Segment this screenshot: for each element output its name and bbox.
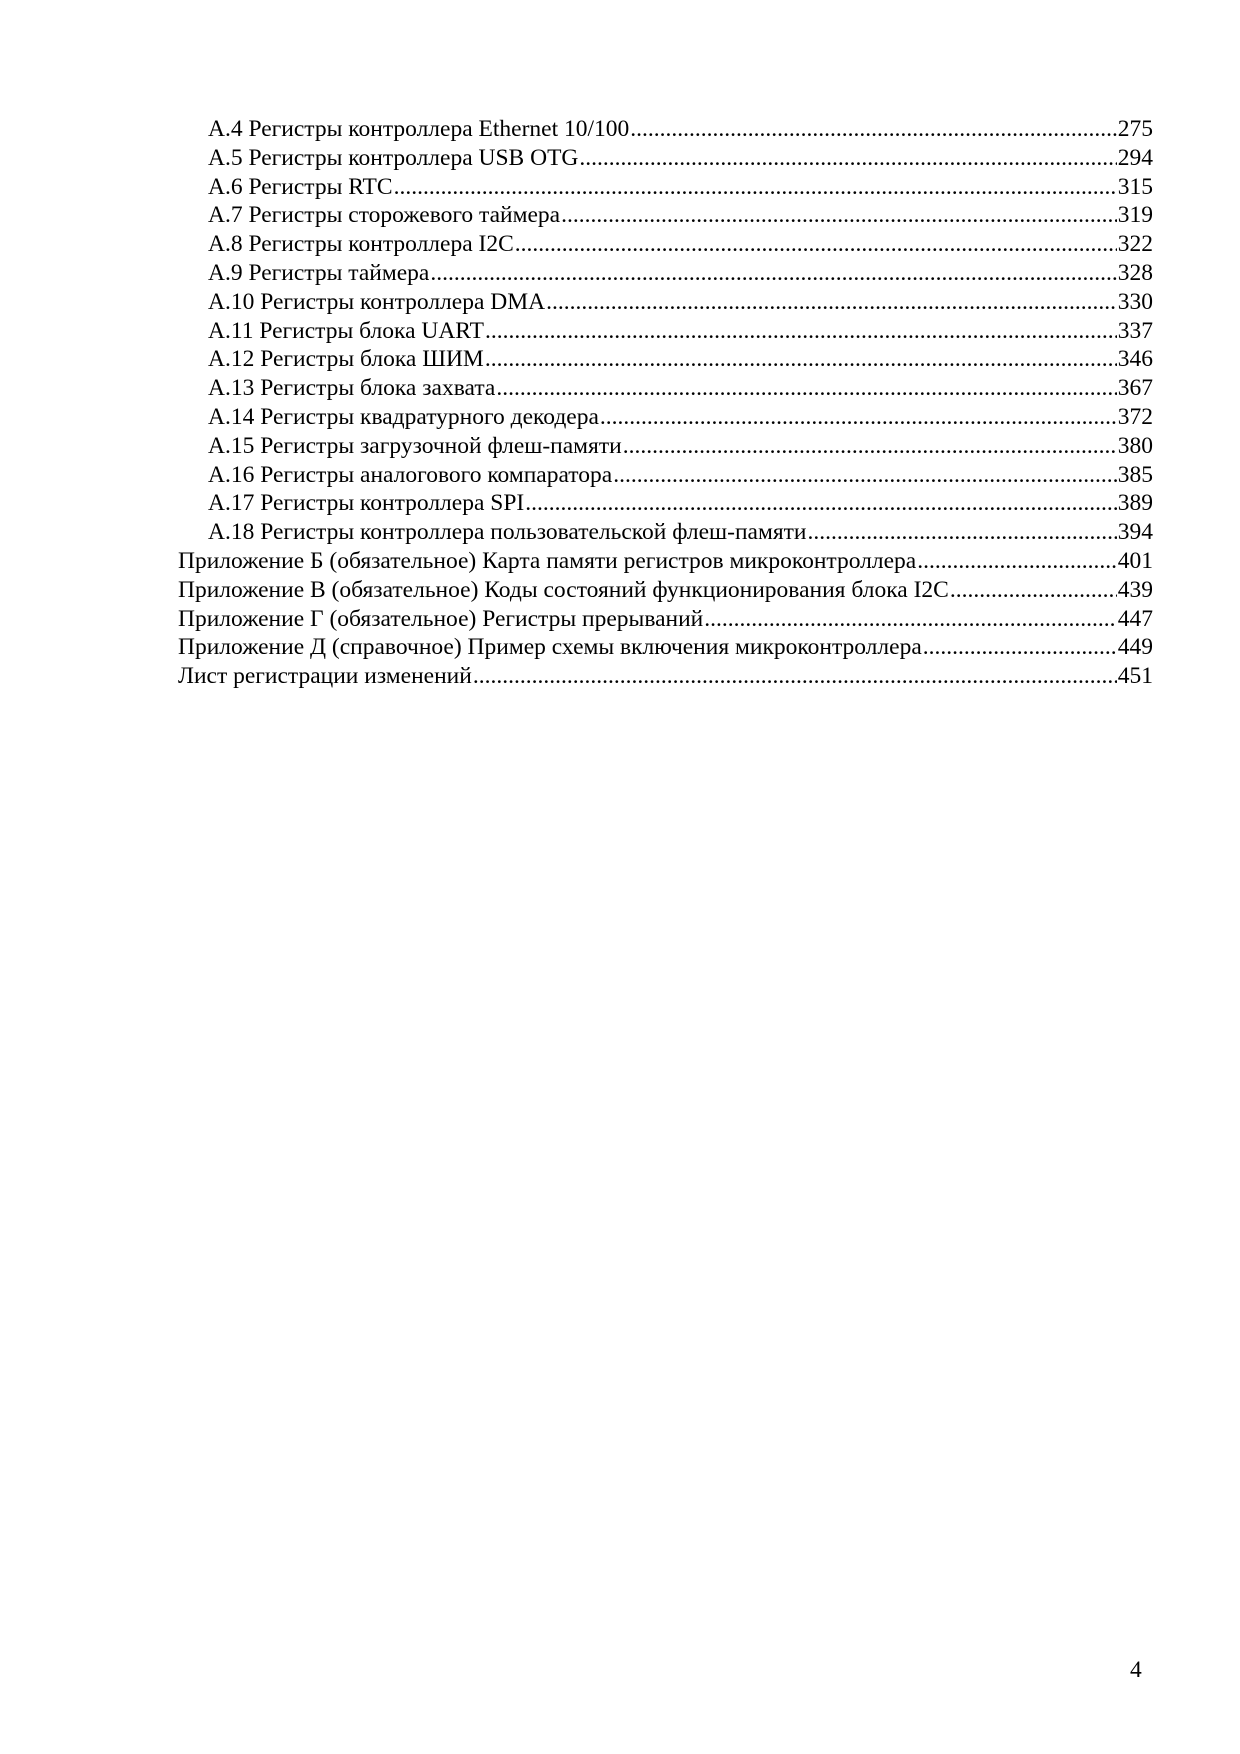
toc-entry-page-number: 328 (1117, 259, 1153, 286)
toc-entry[interactable] (178, 374, 1153, 403)
toc-entry[interactable] (178, 201, 1153, 230)
toc-entry-title: А.9 Регистры таймера (208, 259, 430, 286)
toc-dot-leader (623, 432, 1117, 461)
toc-dot-leader (515, 230, 1117, 259)
toc-entry-title: А.13 Регистры блока захвата (208, 375, 496, 402)
page-number: 4 (1130, 1657, 1142, 1683)
toc-dot-leader (485, 317, 1117, 346)
toc-entry-page-number: 330 (1117, 288, 1153, 315)
toc-entry-title: А.11 Регистры блока UART (208, 317, 484, 344)
toc-dot-leader (561, 201, 1117, 230)
toc-dot-leader (546, 288, 1117, 317)
toc-entry-title: А.6 Регистры RTC (208, 173, 393, 200)
toc-entry[interactable] (178, 547, 1153, 576)
toc-entry-page-number: 389 (1117, 490, 1153, 517)
toc-entry[interactable] (178, 115, 1153, 144)
toc-dot-leader (525, 489, 1117, 518)
toc-entry[interactable] (178, 230, 1153, 259)
toc-entry-page-number: 380 (1117, 432, 1153, 459)
toc-entry-title: А.8 Регистры контроллера I2C (208, 231, 514, 258)
toc-entry[interactable] (178, 489, 1153, 518)
toc-entry-title: А.14 Регистры квадратурного декодера (208, 403, 599, 430)
toc-entry-page-number: 439 (1117, 576, 1153, 603)
toc-entry[interactable] (178, 259, 1153, 288)
toc-entry[interactable] (178, 345, 1153, 374)
toc-entry-page-number: 447 (1117, 605, 1153, 632)
toc-entry-page-number: 401 (1117, 547, 1153, 574)
toc-entry[interactable] (178, 662, 1153, 691)
toc-entry-title: Приложение Г (обязательное) Регистры прерываний (178, 605, 704, 632)
toc-entry[interactable] (178, 576, 1153, 605)
toc-entry-title: А.17 Регистры контроллера SPI (208, 490, 525, 517)
toc-entry-title: А.10 Регистры контроллера DMA (208, 288, 546, 315)
toc-entry[interactable] (178, 173, 1153, 202)
toc-dot-leader (917, 547, 1117, 576)
toc-entry-title: А.7 Регистры сторожевого таймера (208, 202, 561, 229)
toc-dot-leader (473, 662, 1117, 691)
toc-entry-page-number: 394 (1117, 519, 1153, 546)
toc-entry[interactable] (178, 317, 1153, 346)
toc-dot-leader (807, 518, 1116, 547)
toc-entry[interactable] (178, 144, 1153, 173)
table-of-contents (178, 115, 1153, 691)
toc-entry-page-number: 449 (1117, 634, 1153, 661)
toc-entry-title: А.15 Регистры загрузочной флеш-памяти (208, 432, 622, 459)
toc-entry-page-number: 322 (1117, 231, 1153, 258)
toc-dot-leader (485, 345, 1117, 374)
toc-entry-page-number: 372 (1117, 403, 1153, 430)
toc-entry-page-number: 367 (1117, 375, 1153, 402)
toc-entry-page-number: 319 (1117, 202, 1153, 229)
toc-entry[interactable] (178, 461, 1153, 490)
toc-entry-page-number: 315 (1117, 173, 1153, 200)
toc-entry[interactable] (178, 288, 1153, 317)
toc-entry[interactable] (178, 605, 1153, 634)
toc-dot-leader (600, 403, 1117, 432)
toc-dot-leader (496, 374, 1116, 403)
toc-entry-title: Лист регистрации изменений (178, 663, 472, 690)
toc-entry-title: А.18 Регистры контроллера пользовательской флеш-памяти (208, 519, 807, 546)
toc-dot-leader (704, 605, 1116, 634)
toc-entry-page-number: 385 (1117, 461, 1153, 488)
toc-entry-title: А.16 Регистры аналогового компаратора (208, 461, 613, 488)
toc-dot-leader (923, 633, 1117, 662)
toc-entry-title: Приложение В (обязательное) Коды состояний функционирования блока I2C (178, 576, 949, 603)
toc-entry[interactable] (178, 403, 1153, 432)
toc-entry-page-number: 346 (1117, 346, 1153, 373)
toc-entry-title: А.12 Регистры блока ШИМ (208, 346, 484, 373)
toc-entry-page-number: 275 (1117, 116, 1153, 142)
toc-dot-leader (394, 173, 1117, 202)
toc-dot-leader (430, 259, 1116, 288)
toc-entry-title: Приложение Д (справочное) Пример схемы включения микроконтроллера (178, 634, 922, 661)
toc-entry[interactable] (178, 518, 1153, 547)
toc-dot-leader (613, 461, 1117, 490)
toc-dot-leader (630, 115, 1116, 144)
toc-entry[interactable] (178, 633, 1153, 662)
toc-entry-page-number: 294 (1117, 144, 1153, 171)
toc-entry-page-number: 337 (1117, 317, 1153, 344)
toc-entry-page-number: 451 (1117, 663, 1153, 690)
toc-dot-leader (579, 144, 1116, 173)
toc-entry[interactable] (178, 432, 1153, 461)
toc-entry-title: А.5 Регистры контроллера USB OTG (208, 144, 579, 171)
toc-dot-leader (950, 576, 1117, 605)
toc-entry-title: Приложение Б (обязательное) Карта памяти регистров микроконтроллера (178, 547, 917, 574)
toc-entry-title: А.4 Регистры контроллера Ethernet 10/100 (208, 116, 630, 142)
